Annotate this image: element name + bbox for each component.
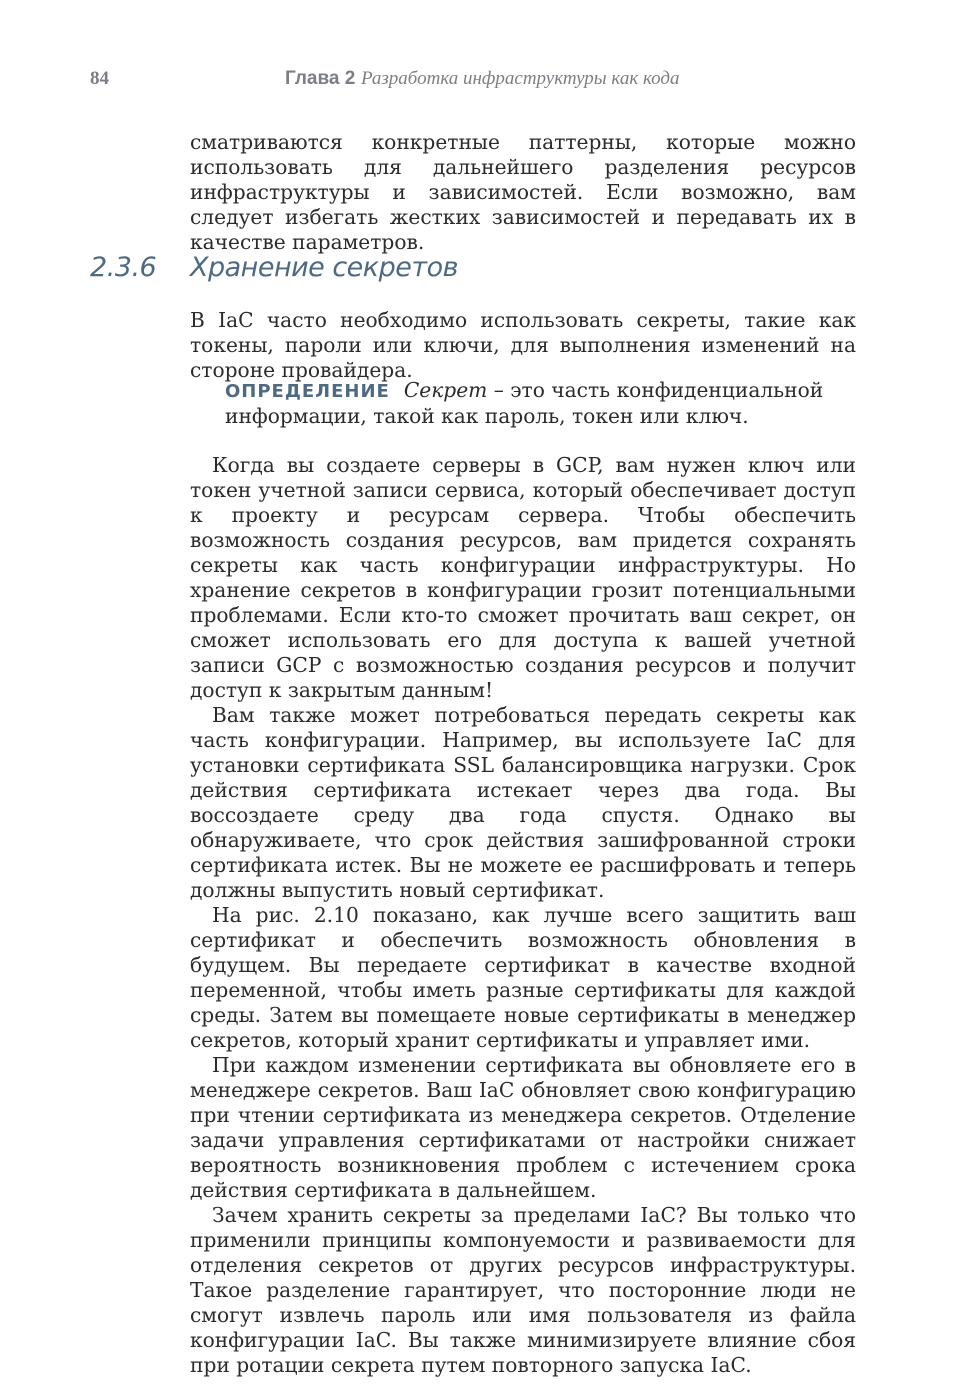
page-number: 84	[90, 68, 109, 89]
intro-paragraph-block	[190, 130, 856, 255]
body-paragraph: При каждом изменении сертификата вы обновляете его в менеджере секретов. Ваш IaC обновляет свою конфигурацию при чтении сертификата из менеджера секретов. Отделение задачи управления сертификатами от настройки снижает вероятность возникновения проблем с истечением срока действия сертификата в дальнейшем.	[190, 1053, 856, 1202]
body-paragraph: Когда вы создаете серверы в GCP, вам нужен ключ или токен учетной записи сервиса, который обеспечивает доступ к проекту и ресурсам сервера. Чтобы обеспечить возможность создания ресурсов, вам придется сохранять секреты как часть конфигурации инфраструктуры. Но хранение секретов в конфигурации грозит потенциальными проблемами. Если кто-то сможет прочитать ваш секрет, он сможет использовать его для доступа к вашей учетной записи GCP с возможностью создания ресурсов и получит доступ к закрытым данным!	[190, 453, 856, 702]
definition-box	[225, 378, 825, 429]
chapter-title: Разработка инфраструктуры как кода	[361, 68, 680, 89]
body-paragraph: Зачем хранить секреты за пределами IaC? Вы только что применили принципы компонуемости и развиваемости для отделения секретов от других ресурсов инфраструктуры. Такое разделение гарантирует, что посторонние люди не смогут извлечь пароль или имя пользователя из файла конфигурации IaC. Вы также минимизируете влияние сбоя при ротации секрета путем повторного запуска IaC.	[190, 1203, 856, 1377]
definition-label: ОПРЕДЕЛЕНИЕ	[225, 381, 390, 402]
intro-paragraph: сматриваются конкретные паттерны, которые можно использовать для дальнейшего разделения ресурсов инфраструктуры и зависимостей. Если возможно, вам следует избегать жестких зависимостей и передавать их в качестве параметров.	[190, 130, 856, 254]
definition-text: – это часть конфиденциальной информации, такой как пароль, токен или ключ.	[225, 378, 824, 428]
body-paragraph: На рис. 2.10 показано, как лучше всего защитить ваш сертификат и обеспечить возможность обновления в будущем. Вы передаете сертификат в качестве входной переменной, чтобы иметь разные сертификаты для каждой среды. Затем вы помещаете новые сертификаты в менеджер секретов, который хранит сертификаты и управляет ими.	[190, 903, 856, 1052]
definition-term: Секрет	[403, 378, 488, 402]
section-number: 2.3.6	[90, 252, 157, 283]
body-text	[190, 453, 856, 1378]
body-paragraph: Вам также может потребоваться передать секреты как часть конфигурации. Например, вы используете IaC для установки сертификата SSL балансировщика нагрузки. Срок действия сертификата истекает через два года. Вы воссоздаете среду два года спустя. Однако вы обнаруживаете, что срок действия зашифрованной строки сертификата истек. Вы не можете ее расшифровать и теперь должны выпустить новый сертификат.	[190, 703, 856, 902]
section-title: Хранение секретов	[190, 252, 459, 283]
lead-paragraph-block	[190, 308, 856, 383]
running-header	[90, 68, 790, 90]
chapter-label: Глава 2	[285, 68, 356, 89]
lead-paragraph: В IaC часто необходимо использовать секреты, такие как токены, пароли или ключи, для выполнения изменений на стороне провайдера.	[190, 308, 856, 382]
